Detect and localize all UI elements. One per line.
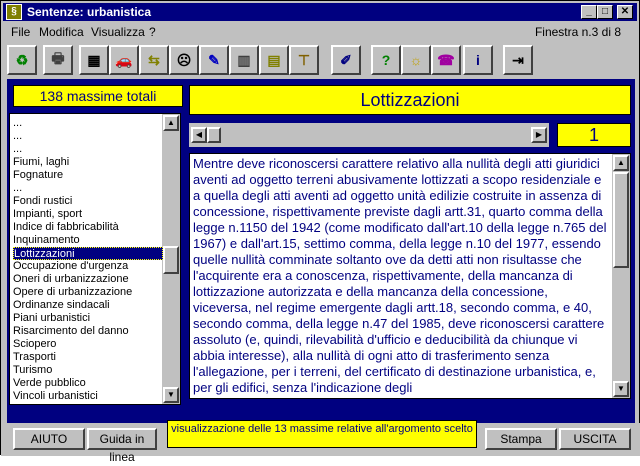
scroll-right-button[interactable]: ▶ (531, 127, 547, 143)
status-message: visualizzazione delle 13 massime relative all'argomento scelto (167, 420, 477, 448)
lightbulb-button[interactable] (401, 45, 431, 75)
record-number: 1 (557, 123, 631, 147)
list-item[interactable]: Fondi rustici (13, 195, 73, 207)
window-title: Sentenze: urbanistica (27, 5, 152, 19)
list-item[interactable]: Inquinamento (13, 234, 80, 246)
brush-icon: ✐ (340, 51, 352, 68)
list-scroll-thumb[interactable] (163, 246, 179, 274)
list-item[interactable]: ... (13, 130, 23, 142)
list-item[interactable]: Opere di urbanizzazione (13, 286, 133, 298)
sad-face-button[interactable] (169, 45, 199, 75)
text-scroll-down-button[interactable]: ▼ (613, 381, 629, 397)
list-item[interactable]: Verde pubblico (13, 377, 86, 389)
stampa-button[interactable]: Stampa (485, 428, 557, 450)
topic-title: Lottizzazioni (189, 85, 631, 115)
exit-door-icon: ⇥ (512, 51, 524, 68)
lightbulb-icon: ☼ (409, 52, 423, 68)
list-item[interactable]: Fiumi, laghi (13, 156, 70, 168)
list-item[interactable]: Occupazione d'urgenza (13, 260, 129, 272)
list-item[interactable]: Risarcimento del danno (13, 325, 129, 337)
minimize-button[interactable]: _ (581, 5, 597, 19)
list-item[interactable]: Indice di fabbricabilità (13, 221, 119, 233)
list-item[interactable]: Sciopero (13, 338, 57, 350)
list-item[interactable]: Trasporti (13, 351, 56, 363)
text-scroll-up-button[interactable]: ▲ (613, 155, 629, 171)
signpost-button[interactable] (289, 45, 319, 75)
text-scrollbar[interactable] (612, 154, 630, 398)
list-scroll-up-button[interactable]: ▲ (163, 115, 179, 131)
car-button[interactable] (109, 45, 139, 75)
document-text: Mentre deve riconoscersi carattere relativo alla nullità degli atti giuridici aventi ad oggetto terreni abusivamente lottizzati a scopo residenziale e a quella degli atti aventi ad oggetto unità edilizie costruite in assenza di concessione, rispettivamente previste dagli artt.31, quarto comma della legge n.1150 del 1942 (come modificato dall'art.10 della legge n.765 del 1967) e dall'art.15, settimo comma, della legge n.10 del 1977, essendo quelle nullità comminate soltanto ove da detti atti non risultasse che l'acquirente era a conoscenza, rispettivamente, della mancanza di lottizzazione autorizzata e della mancanza della concessione, viceversa, nel regime emergente dagli artt.18, secondo comma, e 40, secondo comma, della legge n.47 del 1985, deve riconoscersi carattere assoluto (e, quindi, rilevabilità d'ufficio e deducibilità da chiunque vi abbia interesse), alla nullità di ogni atto di trasferimento senza l'allegazione, per i terreni, del certificato di destinazione urbanistica, e, per gli edifici, senza l'indicazione degli (193, 156, 607, 395)
list-item[interactable]: Impianti, sport (13, 208, 83, 220)
pen-icon: ✎ (208, 51, 220, 68)
help-icon: ? (381, 52, 391, 68)
pen-button[interactable] (199, 45, 229, 75)
aiuto-button[interactable]: AIUTO (13, 428, 85, 450)
document-text-panel[interactable] (189, 153, 631, 399)
list-item[interactable]: Fognature (13, 169, 64, 181)
menu-file[interactable]: File (11, 25, 31, 39)
window-counter: Finestra n.3 di 8 (534, 25, 621, 39)
maximize-button[interactable]: □ (597, 5, 613, 19)
list-item[interactable]: Oneri di urbanizzazione (13, 273, 129, 285)
menu-help[interactable]: ? (149, 25, 156, 39)
exit-door-button[interactable] (503, 45, 533, 75)
text-scroll-thumb[interactable] (613, 172, 629, 268)
topics-listbox[interactable] (9, 113, 181, 405)
record-scrollbar[interactable] (189, 123, 549, 147)
printer-button[interactable] (43, 45, 73, 75)
calculator-button[interactable] (79, 45, 109, 75)
total-count-label: 138 massime totali (13, 85, 183, 107)
info-button[interactable] (463, 45, 493, 75)
list-item[interactable]: Turismo (13, 364, 53, 376)
list-item[interactable]: ... (13, 117, 23, 129)
building-button[interactable] (229, 45, 259, 75)
list-scroll-down-button[interactable]: ▼ (163, 387, 179, 403)
recycle-icon: ♻ (15, 51, 29, 68)
brush-button[interactable] (331, 45, 361, 75)
signpost-icon: ⊤ (297, 51, 311, 68)
phone-icon: ☎ (437, 51, 455, 68)
list-item[interactable]: Ordinanze sindacali (13, 299, 110, 311)
road-arrows-button[interactable] (139, 45, 169, 75)
help-button[interactable] (371, 45, 401, 75)
phone-button[interactable] (431, 45, 461, 75)
menu-bar (3, 22, 637, 42)
road-arrows-icon: ⇆ (148, 51, 160, 68)
sad-face-icon: ☹ (176, 51, 192, 68)
guida-in-linea-button[interactable]: Guida in linea (87, 428, 157, 450)
list-item[interactable]: ... (13, 143, 23, 155)
calculator-icon: ▦ (87, 51, 101, 68)
info-icon: i (476, 52, 480, 68)
books-icon: ▤ (267, 51, 281, 68)
uscita-button[interactable]: USCITA (559, 428, 631, 450)
printer-icon: 🖶 (51, 50, 65, 66)
toolbar (3, 43, 637, 77)
recycle-button[interactable] (7, 45, 37, 75)
list-scrollbar[interactable] (162, 114, 180, 404)
list-item[interactable]: Vincoli urbanistici (13, 390, 98, 402)
list-item[interactable]: ... (13, 182, 23, 194)
scroll-thumb[interactable] (207, 127, 221, 143)
car-icon: 🚗 (115, 51, 133, 68)
close-button[interactable]: ✕ (617, 5, 633, 19)
list-item[interactable]: Piani urbanistici (13, 312, 91, 324)
books-button[interactable] (259, 45, 289, 75)
list-item[interactable]: Lottizzazioni (13, 247, 163, 260)
menu-modifica[interactable]: Modifica (39, 25, 84, 39)
scroll-left-button[interactable]: ◀ (191, 127, 207, 143)
building-icon: ▥ (237, 51, 251, 68)
menu-visualizza[interactable]: Visualizza (91, 25, 145, 39)
title-bar (3, 3, 637, 21)
app-icon[interactable]: § (6, 4, 22, 20)
